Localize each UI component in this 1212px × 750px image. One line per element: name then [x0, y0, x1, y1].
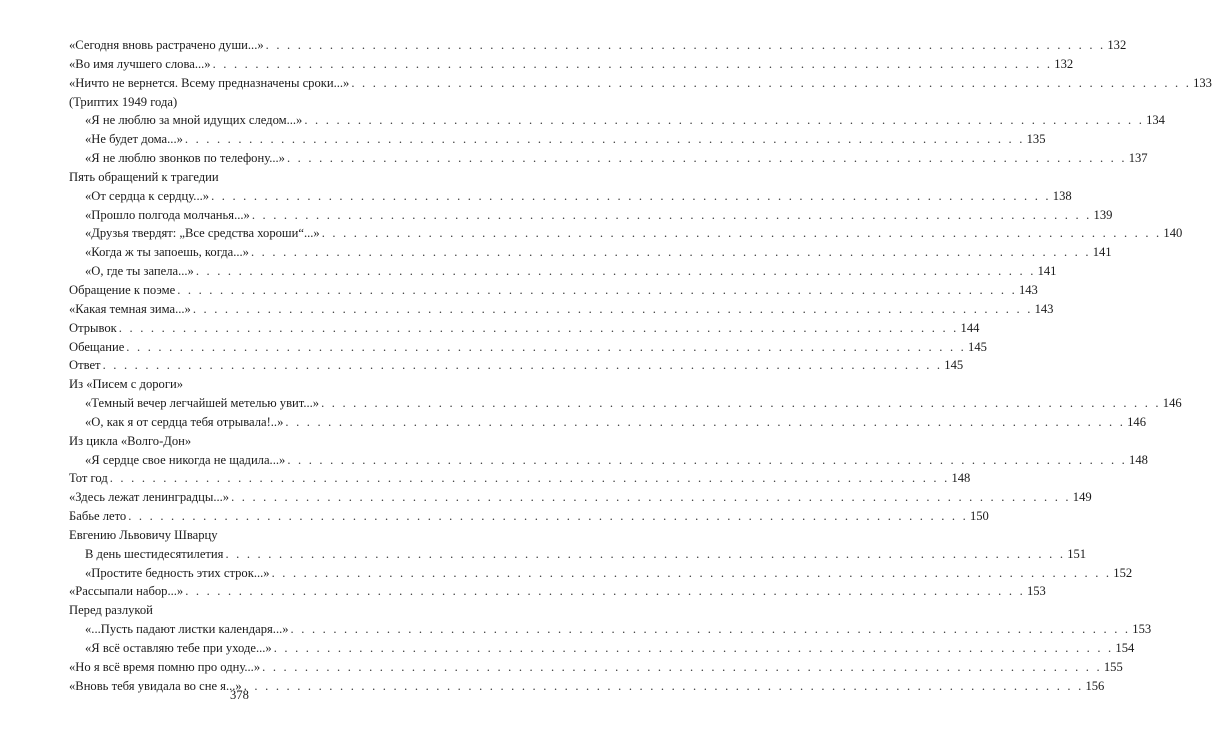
dot-leader [225, 545, 1065, 564]
dot-leader [351, 74, 1191, 93]
toc-entry [69, 243, 1112, 262]
dot-leader [304, 111, 1144, 130]
toc-entry-title: «Я всё оставляю тебе при уходе...» [85, 641, 272, 655]
toc-entry [69, 149, 1148, 168]
toc-entry [69, 469, 971, 488]
toc-section-heading [69, 93, 418, 112]
dot-leader [287, 149, 1127, 168]
dot-leader [262, 658, 1102, 677]
toc-entry-page: 138 [1052, 188, 1072, 203]
toc-entry [69, 620, 1152, 639]
toc-entry-title: Обращение к поэме [69, 282, 176, 297]
toc-entry-title: Обещание [69, 339, 125, 354]
toc-entry-page: 143 [1034, 301, 1054, 316]
toc-entry [69, 262, 1057, 281]
toc-entry-page: 145 [944, 358, 964, 373]
dot-leader [177, 281, 1017, 300]
dot-leader [287, 451, 1127, 470]
dot-leader [110, 469, 950, 488]
toc-entry-page: 137 [1128, 151, 1148, 166]
toc-entry-title: «Прошло полгода молчанья...» [85, 207, 250, 222]
dot-leader [211, 187, 1051, 206]
dot-leader [266, 36, 1106, 55]
dot-leader [193, 300, 1033, 319]
toc-entry-page: 146 [1127, 414, 1146, 429]
toc-entry-page: 144 [960, 320, 980, 335]
toc-entry [69, 187, 1072, 206]
toc-entry-page: 149 [1072, 490, 1092, 505]
toc-entry-page: 140 [1163, 226, 1183, 241]
dot-leader [274, 639, 1114, 658]
toc-entry [69, 206, 1113, 225]
dot-leader [231, 488, 1071, 507]
toc-entry-title: Отрывок [69, 320, 117, 335]
toc-entry-title: «Я сердце свое никогда не щадила...» [85, 452, 286, 467]
toc-entry-page: 153 [1132, 622, 1152, 637]
toc-entry-title: Ответ [69, 358, 101, 373]
toc-entry-page: 146 [1162, 396, 1182, 411]
dot-leader [103, 356, 943, 375]
toc-entry [69, 545, 1087, 564]
toc-section-heading [69, 601, 418, 620]
toc-section-heading [69, 168, 418, 187]
toc-entry [69, 74, 1212, 93]
toc-entry-title: Тот год [69, 471, 108, 486]
dot-leader [185, 582, 1025, 601]
toc-entry-page: 141 [1037, 264, 1057, 279]
toc-entry [69, 507, 989, 526]
toc-entry-page: 152 [1113, 565, 1133, 580]
dot-leader [119, 319, 959, 338]
toc-section-heading [69, 375, 418, 394]
toc-entry [69, 564, 1133, 583]
toc-entry [69, 319, 980, 338]
toc-entry-page: 145 [968, 339, 987, 354]
toc-entry-title: «О, как я от сердца тебя отрывала!..» [85, 414, 284, 429]
toc-entry-page: 139 [1093, 207, 1113, 222]
toc-section-heading [69, 526, 418, 545]
dot-leader [291, 620, 1131, 639]
toc-entry-title: «Рассыпали набор...» [69, 584, 184, 599]
toc-entry-title: «Не будет дома...» [85, 132, 183, 147]
toc-entry-page: 141 [1092, 245, 1112, 260]
toc-entry-page: 154 [1115, 641, 1135, 655]
toc-entry [69, 413, 1146, 432]
toc-entry-title: Евгению Львовичу Шварцу [69, 527, 218, 542]
toc-entry [69, 55, 1074, 74]
dot-leader [185, 130, 1025, 149]
toc-entry [69, 356, 964, 375]
toc-entry-page: 143 [1018, 282, 1038, 297]
toc-entry-page: 132 [1054, 56, 1074, 71]
toc-entry-title: «Друзья твердят: „Все средства хороши“...» [85, 226, 320, 241]
toc-entry [69, 36, 1127, 55]
toc-entry [69, 658, 1123, 677]
toc-entry-title: «Какая темная зима...» [69, 301, 191, 316]
toc-entry-title: «Вновь тебя увидала во сне я...» [69, 678, 242, 693]
dot-leader [213, 55, 1053, 74]
dot-leader [196, 262, 1036, 281]
toc-entry [69, 130, 1046, 149]
toc-entry [69, 111, 1165, 130]
toc-entry [69, 582, 1046, 601]
toc-entry-page: 134 [1146, 113, 1165, 128]
toc-entry-title: Бабье лето [69, 509, 127, 524]
dot-leader [272, 564, 1112, 583]
toc-entry [69, 338, 987, 357]
toc-entry-page: 156 [1085, 678, 1105, 693]
dot-leader [128, 507, 968, 526]
toc-entry-page: 151 [1067, 546, 1087, 561]
toc-entry-title: «О, где ты запела...» [85, 264, 194, 279]
toc-entry-page: 148 [1129, 452, 1148, 467]
dot-leader [322, 224, 1162, 243]
toc-entry-title: «Но я всё время помню про одну...» [69, 659, 261, 674]
toc-entry [69, 394, 1182, 413]
toc-entry-title: «Я не люблю за мной идущих следом...» [85, 113, 303, 128]
toc-entry [69, 300, 1054, 319]
page-number: 378 [230, 688, 249, 702]
dot-leader [285, 413, 1125, 432]
toc-entry [69, 639, 1135, 658]
toc-entry-page: 153 [1026, 584, 1046, 599]
toc-entry-title: «Я не люблю звонков по телефону...» [85, 151, 285, 166]
toc-entry-page: 135 [1026, 132, 1046, 147]
toc-entry [69, 488, 1092, 507]
toc-section-heading [69, 432, 418, 451]
toc-entry-title: «Здесь лежат ленинградцы...» [69, 490, 230, 505]
toc-entry [69, 281, 1038, 300]
toc-entry-page: 132 [1107, 38, 1127, 52]
toc-entry-title: «Простите бедность этих строк...» [85, 565, 270, 580]
dot-leader [252, 206, 1092, 225]
toc-entry [69, 451, 1148, 470]
dot-leader [126, 338, 966, 357]
dot-leader [251, 243, 1091, 262]
toc-entry-page: 133 [1193, 75, 1212, 90]
toc-entry [69, 224, 1183, 243]
toc-entry-title: «Темный вечер легчайшей метелью увит...» [85, 396, 320, 411]
toc-entry-page: 148 [951, 471, 971, 486]
toc-entry-title: «...Пусть падают листки календаря...» [85, 622, 289, 637]
toc-entry-title: (Триптих 1949 года) [69, 94, 178, 109]
toc-entry-title: В день шестидесятилетия [85, 546, 224, 561]
toc-entry-title: «Когда ж ты запоешь, когда...» [85, 245, 249, 260]
toc-entry-title: «От сердца к сердцу...» [85, 188, 210, 203]
toc-entry-title: «Ничто не вернется. Всему предназначены сроки...» [69, 75, 350, 90]
table-of-contents [69, 36, 1212, 696]
dot-leader [321, 394, 1161, 413]
toc-entry-page: 155 [1103, 659, 1123, 674]
toc-entry-title: Перед разлукой [69, 603, 153, 618]
toc-entry-title: Из «Писем с дороги» [69, 377, 184, 392]
toc-entry-page: 150 [969, 509, 989, 524]
toc-entry-title: «Во имя лучшего слова...» [69, 56, 211, 71]
toc-entry-title: Из цикла «Волго-Дон» [69, 433, 192, 448]
toc-entry-title: «Сегодня вновь растрачено души...» [69, 38, 264, 52]
toc-entry-title: Пять обращений к трагедии [69, 169, 219, 184]
